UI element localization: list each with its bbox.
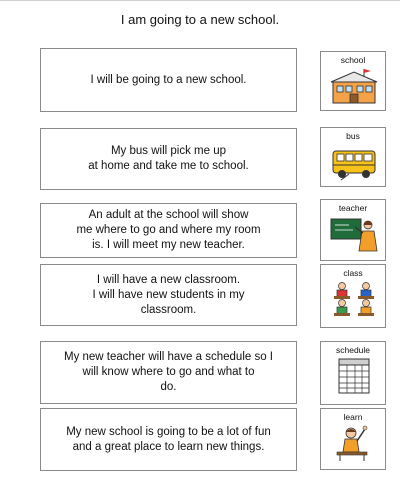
symbol-card-teacher	[320, 199, 386, 261]
symbol-label-school: school	[340, 55, 366, 65]
teacher-icon	[329, 215, 379, 253]
story-text-school: I will be going to a new school.	[40, 48, 297, 112]
school-bus-icon	[329, 143, 379, 181]
story-text-learn: My new school is going to be a lot of fun and a great place to learn new things.	[40, 408, 297, 471]
symbol-label-class: class	[343, 268, 363, 278]
schedule-icon	[329, 357, 379, 395]
symbol-card-schedule	[320, 341, 386, 405]
symbol-card-bus	[320, 127, 386, 187]
story-text-teacher: An adult at the school will show me where to go and where my room is. I will meet my new teacher.	[40, 203, 297, 258]
story-text-schedule: My new teacher will have a schedule so I will know where to go and what to do.	[40, 341, 297, 404]
symbol-card-class	[320, 264, 386, 328]
symbol-label-bus: bus	[346, 131, 360, 141]
top-divider	[0, 0, 400, 1]
classroom-icon	[329, 280, 379, 318]
symbol-label-schedule: schedule	[335, 345, 371, 355]
symbol-label-teacher: teacher	[338, 203, 368, 213]
learn-icon	[329, 424, 379, 462]
symbol-card-learn	[320, 408, 386, 470]
story-text-bus: My bus will pick me up at home and take me to school.	[40, 128, 297, 190]
page-title: I am going to a new school.	[120, 12, 280, 27]
school-building-icon	[329, 67, 379, 105]
story-text-class: I will have a new classroom. I will have new students in my classroom.	[40, 264, 297, 326]
symbol-label-learn: learn	[343, 412, 363, 422]
symbol-card-school	[320, 51, 386, 111]
